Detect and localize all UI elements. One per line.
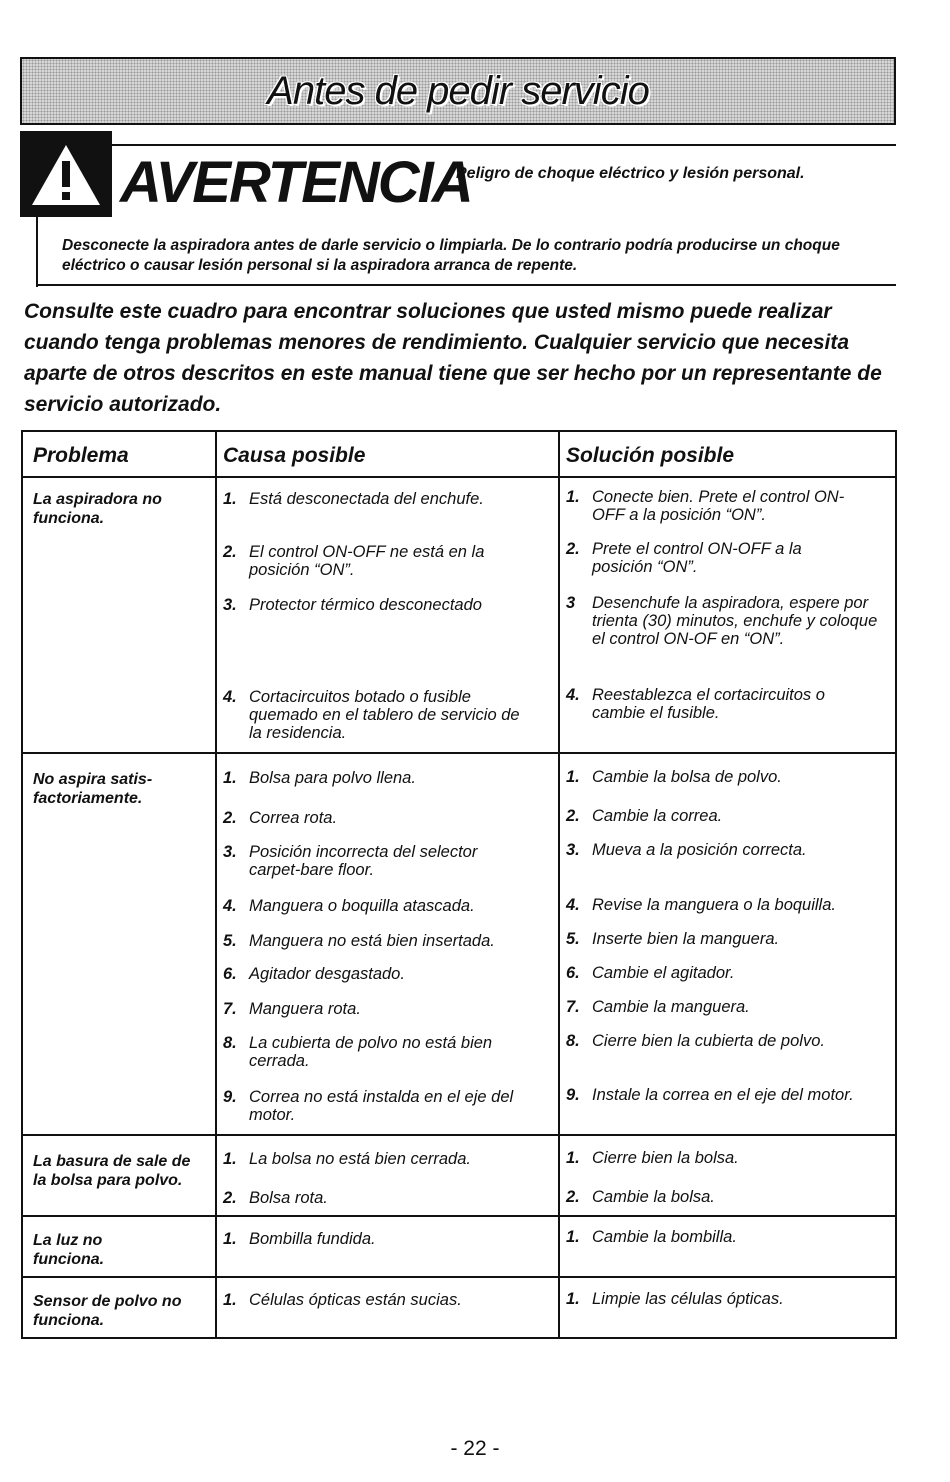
cause-item: 2. El control ON-OFF ne está en la posición “ON”. [223,543,485,579]
cause-item: 1. Bombilla fundida. [223,1230,376,1248]
row-divider [23,752,895,754]
problem-cell: No aspira satis- factoriamente. [33,771,153,807]
solution-item: 1. Cambie la bombilla. [566,1228,737,1246]
warning-icon [20,131,112,217]
solution-item: 2. Prete el control ON-OFF a la posición “ON”. [566,540,802,576]
cause-item: 1. Bolsa para polvo llena. [223,769,416,787]
solution-item: 3 Desenchufe la aspiradora, espere por trienta (30) minutos, enchufe y coloque el control ON-OF en “ON”. [566,594,878,648]
header-divider [23,476,895,478]
cause-item: 3. Protector térmico desconectado [223,596,482,614]
cause-item: 6. Agitador desgastado. [223,965,405,983]
row-divider [23,1134,895,1136]
cause-item: 1. Está desconectada del enchufe. [223,490,484,508]
row-divider [23,1276,895,1278]
cause-item: 7. Manguera rota. [223,1000,361,1018]
solution-item: 4. Reestablezca el cortacircuitos o cambie el fusible. [566,686,825,722]
warning-bottom-rule [36,284,896,286]
cause-item: 5. Manguera no está bien insertada. [223,932,495,950]
problem-cell: Sensor de polvo no funciona. [33,1293,182,1329]
problem-cell: La basura de sale de la bolsa para polvo. [33,1153,191,1189]
row-divider [23,1215,895,1217]
cause-item: 1. Células ópticas están sucias. [223,1291,462,1309]
cause-item: 8. La cubierta de polvo no está bien cerrada. [223,1034,493,1070]
cause-item: 4. Cortacircuitos botado o fusible quemado en el tablero de servicio de la residencia. [223,688,520,742]
header-solution: Solución posible [566,444,735,467]
cause-item: 4. Manguera o boquilla atascada. [223,897,475,915]
solution-item: 2. Cambie la correa. [566,807,723,825]
cause-item: 9. Correa no está instalda en el eje del motor. [223,1088,514,1124]
column-divider [558,432,560,1337]
solution-item: 1. Cierre bien la bolsa. [566,1149,739,1167]
problem-cell: La luz no funciona. [33,1232,105,1268]
solution-item: 8. Cierre bien la cubierta de polvo. [566,1032,825,1050]
solution-item: 5. Inserte bien la manguera. [566,930,780,948]
cause-item: 3. Posición incorrecta del selector carpet-bare floor. [223,843,478,879]
troubleshooting-table [21,430,897,1339]
header-cause: Causa posible [223,444,366,467]
solution-item: 7. Cambie la manguera. [566,998,750,1016]
solution-item: 1. Cambie la bolsa de polvo. [566,768,782,786]
header-problem: Problema [33,444,129,467]
problem-cell: La aspiradora no funciona. [33,491,162,527]
page-number: - 22 - [450,1437,500,1460]
solution-item: 2. Cambie la bolsa. [566,1188,715,1206]
section-title: Antes de pedir servicio [267,68,649,113]
column-divider [215,432,217,1337]
cause-item: 2. Correa rota. [223,809,338,827]
warning-text: Desconecte la aspiradora antes de darle servicio o limpiarla. De lo contrario podría producirse un choque eléctrico o causar lesión personal si la aspiradora arranca de repente. [62,237,840,274]
cause-item: 2. Bolsa rota. [223,1189,328,1207]
solution-item: 9. Instale la correa en el eje del motor. [566,1086,854,1104]
intro-paragraph: Consulte este cuadro para encontrar soluciones que usted mismo puede realizar cuando tenga problemas menores de rendimiento. Cualquier servicio que necesita aparte de otros descritos en este manual tiene que ser hecho por un representante de servicio autorizado. [24,300,882,416]
warning-label: AVERTENCIA [120,150,472,215]
solution-item: 6. Cambie el agitador. [566,964,735,982]
solution-item: 1. Limpie las células ópticas. [566,1290,784,1308]
solution-item: 1. Conecte bien. Prete el control ON-OFF a la posición “ON”. [566,488,845,524]
warning-subtitle: Peligro de choque eléctrico y lesión personal. [456,165,805,182]
section-title-bar [20,57,896,125]
solution-item: 3. Mueva a la posición correcta. [566,841,807,859]
solution-item: 4. Revise la manguera o la boquilla. [566,896,836,914]
cause-item: 1. La bolsa no está bien cerrada. [223,1150,471,1168]
